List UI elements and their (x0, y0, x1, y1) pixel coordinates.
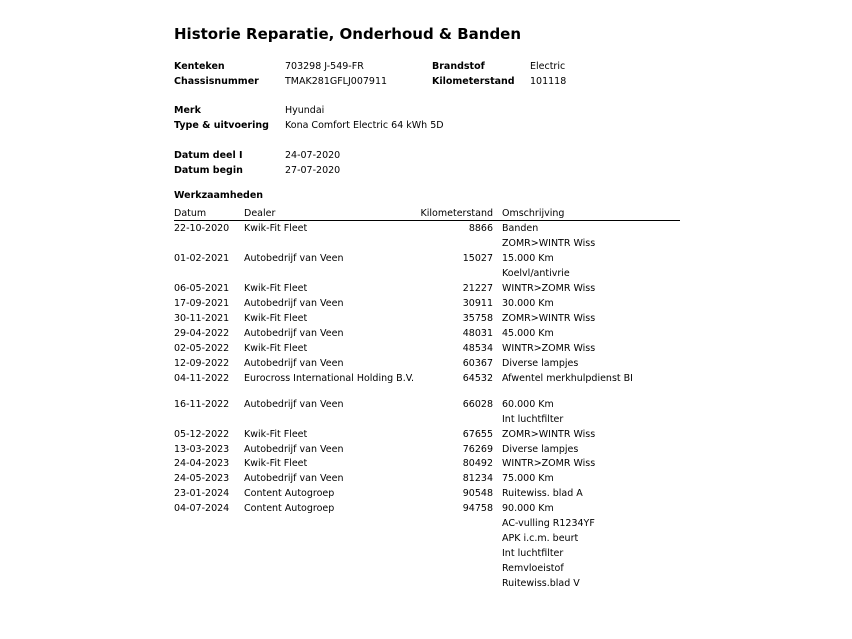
row-kilometerstand: 81234 (462, 473, 493, 484)
row-kilometerstand: 48534 (462, 343, 493, 354)
row-description: 75.000 Km (502, 473, 554, 484)
row-description: APK i.c.m. beurt (502, 533, 579, 544)
row-description: Int luchtfilter (502, 414, 564, 425)
row-date: 02-05-2022 (174, 343, 230, 354)
column-header-dealer: Dealer (244, 208, 276, 219)
section-title: Werkzaamheden (174, 190, 264, 201)
row-dealer: Kwik-Fit Fleet (244, 343, 308, 354)
row-description: 90.000 Km (502, 503, 554, 514)
row-kilometerstand: 30911 (462, 298, 493, 309)
row-date: 17-09-2021 (174, 298, 230, 309)
brandstof-label: Brandstof (432, 61, 485, 72)
row-description: Ruitewiss.blad V (502, 578, 580, 589)
kilometerstand-value: 101118 (530, 76, 567, 87)
type-value: Kona Comfort Electric 64 kWh 5D (285, 120, 444, 131)
row-date: 05-12-2022 (174, 429, 230, 440)
row-dealer: Autobedrijf van Veen (244, 444, 344, 455)
row-date: 23-01-2024 (174, 488, 230, 499)
row-description: WINTR>ZOMR Wiss (502, 283, 596, 294)
row-description: Int luchtfilter (502, 548, 564, 559)
row-kilometerstand: 21227 (462, 283, 493, 294)
brandstof-value: Electric (530, 61, 566, 72)
row-dealer: Kwik-Fit Fleet (244, 223, 308, 234)
row-date: 01-02-2021 (174, 253, 230, 264)
datum-deel-label: Datum deel I (174, 150, 243, 161)
row-kilometerstand: 8866 (468, 223, 493, 234)
row-kilometerstand: 60367 (462, 358, 493, 369)
row-kilometerstand: 94758 (462, 503, 493, 514)
row-kilometerstand: 15027 (462, 253, 493, 264)
row-description: Koelvl/antivrie (502, 268, 570, 279)
row-description: ZOMR>WINTR Wiss (502, 313, 596, 324)
row-kilometerstand: 66028 (462, 399, 493, 410)
row-kilometerstand: 76269 (462, 444, 493, 455)
row-dealer: Kwik-Fit Fleet (244, 429, 308, 440)
merk-value: Hyundai (285, 105, 325, 116)
row-dealer: Content Autogroep (244, 503, 335, 514)
row-kilometerstand: 90548 (462, 488, 493, 499)
row-kilometerstand: 35758 (462, 313, 493, 324)
kenteken-label: Kenteken (174, 61, 225, 72)
row-date: 06-05-2021 (174, 283, 230, 294)
row-description: Ruitewiss. blad A (502, 488, 583, 499)
row-description: Diverse lampjes (502, 444, 579, 455)
row-dealer: Content Autogroep (244, 488, 335, 499)
row-date: 30-11-2021 (174, 313, 230, 324)
row-dealer: Kwik-Fit Fleet (244, 313, 308, 324)
chassis-value: TMAK281GFLJ007911 (285, 76, 388, 87)
row-description: Diverse lampjes (502, 358, 579, 369)
datum-begin-label: Datum begin (174, 165, 243, 176)
row-dealer: Autobedrijf van Veen (244, 399, 344, 410)
row-dealer: Autobedrijf van Veen (244, 328, 344, 339)
column-header-description: Omschrijving (502, 208, 565, 219)
row-description: 45.000 Km (502, 328, 554, 339)
row-dealer: Autobedrijf van Veen (244, 358, 344, 369)
row-date: 12-09-2022 (174, 358, 230, 369)
row-kilometerstand: 67655 (462, 429, 493, 440)
row-date: 16-11-2022 (174, 399, 230, 410)
merk-label: Merk (174, 105, 201, 116)
chassis-label: Chassisnummer (174, 76, 259, 87)
kenteken-value: 703298 J-549-FR (285, 61, 364, 72)
row-dealer: Kwik-Fit Fleet (244, 458, 308, 469)
row-description: Remvloeistof (502, 563, 564, 574)
row-date: 04-07-2024 (174, 503, 230, 514)
row-description: 15.000 Km (502, 253, 554, 264)
row-description: Afwentel merkhulpdienst BI (502, 373, 633, 384)
row-dealer: Kwik-Fit Fleet (244, 283, 308, 294)
row-dealer: Autobedrijf van Veen (244, 298, 344, 309)
row-description: 30.000 Km (502, 298, 554, 309)
row-kilometerstand: 64532 (462, 373, 493, 384)
row-date: 13-03-2023 (174, 444, 230, 455)
row-date: 04-11-2022 (174, 373, 230, 384)
row-description: AC-vulling R1234YF (502, 518, 595, 529)
row-dealer: Eurocross International Holding B.V. (244, 373, 415, 384)
row-description: WINTR>ZOMR Wiss (502, 458, 596, 469)
row-date: 24-04-2023 (174, 458, 230, 469)
kilometerstand-label: Kilometerstand (432, 76, 515, 87)
header-divider (174, 220, 680, 221)
row-date: 22-10-2020 (174, 223, 230, 234)
row-dealer: Autobedrijf van Veen (244, 253, 344, 264)
row-description: 60.000 Km (502, 399, 554, 410)
row-date: 24-05-2023 (174, 473, 230, 484)
row-dealer: Autobedrijf van Veen (244, 473, 344, 484)
column-header-km: Kilometerstand (420, 208, 493, 219)
row-date: 29-04-2022 (174, 328, 230, 339)
type-label: Type & uitvoering (174, 120, 269, 131)
column-header-date: Datum (174, 208, 207, 219)
row-description: ZOMR>WINTR Wiss (502, 429, 596, 440)
row-kilometerstand: 48031 (462, 328, 493, 339)
page-title: Historie Reparatie, Onderhoud & Banden (174, 25, 522, 43)
row-kilometerstand: 80492 (462, 458, 493, 469)
row-description: Banden (502, 223, 539, 234)
datum-deel-value: 24-07-2020 (285, 150, 341, 161)
row-description: ZOMR>WINTR Wiss (502, 238, 596, 249)
datum-begin-value: 27-07-2020 (285, 165, 341, 176)
row-description: WINTR>ZOMR Wiss (502, 343, 596, 354)
